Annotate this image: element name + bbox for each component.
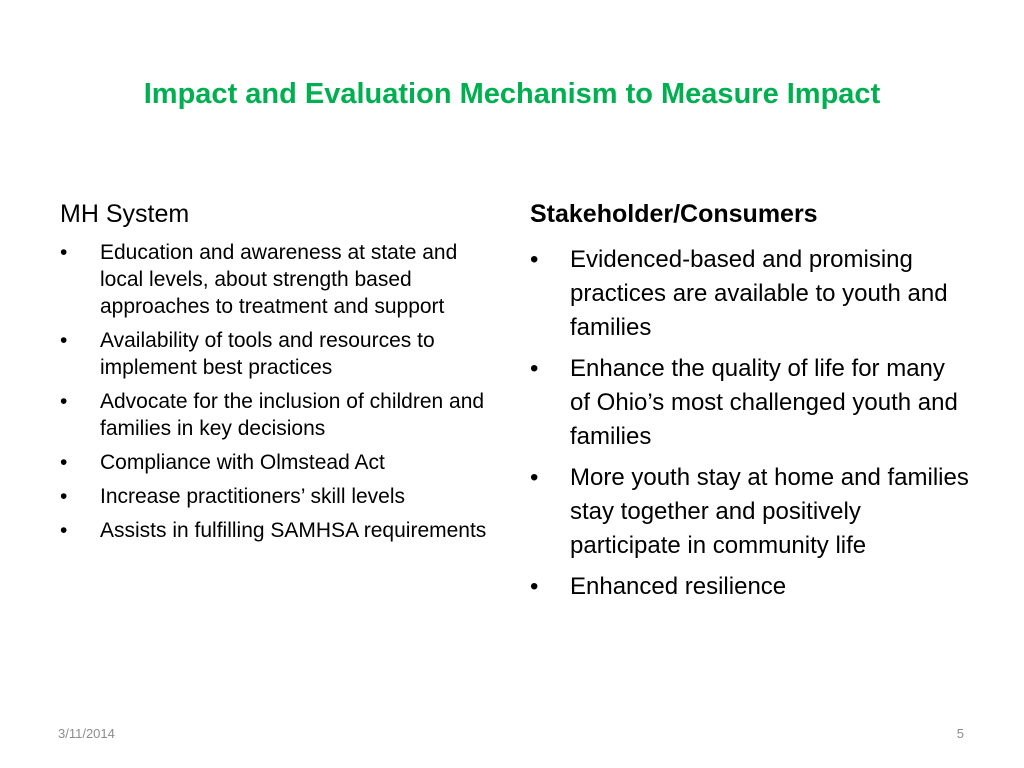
list-item: • Enhanced resilience <box>530 570 970 604</box>
stakeholder-column <box>530 200 970 611</box>
list-item: • Compliance with Olmstead Act <box>60 449 500 476</box>
list-item: • Advocate for the inclusion of children and families in key decisions <box>60 388 500 442</box>
list-item: • Education and awareness at state and local levels, about strength based approaches to treatment and support <box>60 239 500 320</box>
mh-system-column <box>60 200 500 551</box>
stakeholder-heading: Stakeholder/Consumers <box>530 200 818 228</box>
stakeholder-list <box>530 243 970 604</box>
list-item: • Enhance the quality of life for many of Ohio’s most challenged youth and families <box>530 352 970 454</box>
mh-system-list <box>60 239 500 544</box>
page-number: 5 <box>956 726 964 741</box>
footer-date: 3/11/2014 <box>58 726 115 741</box>
mh-system-heading: MH System <box>60 200 190 228</box>
list-item: • Increase practitioners’ skill levels <box>60 483 500 510</box>
slide-title: Impact and Evaluation Mechanism to Measure Impact <box>143 78 881 110</box>
list-item: • Assists in fulfilling SAMHSA requirements <box>60 517 500 544</box>
list-item: • More youth stay at home and families stay together and positively participate in community life <box>530 461 970 563</box>
list-item: • Evidenced-based and promising practices are available to youth and families <box>530 243 970 345</box>
list-item: • Availability of tools and resources to implement best practices <box>60 327 500 381</box>
